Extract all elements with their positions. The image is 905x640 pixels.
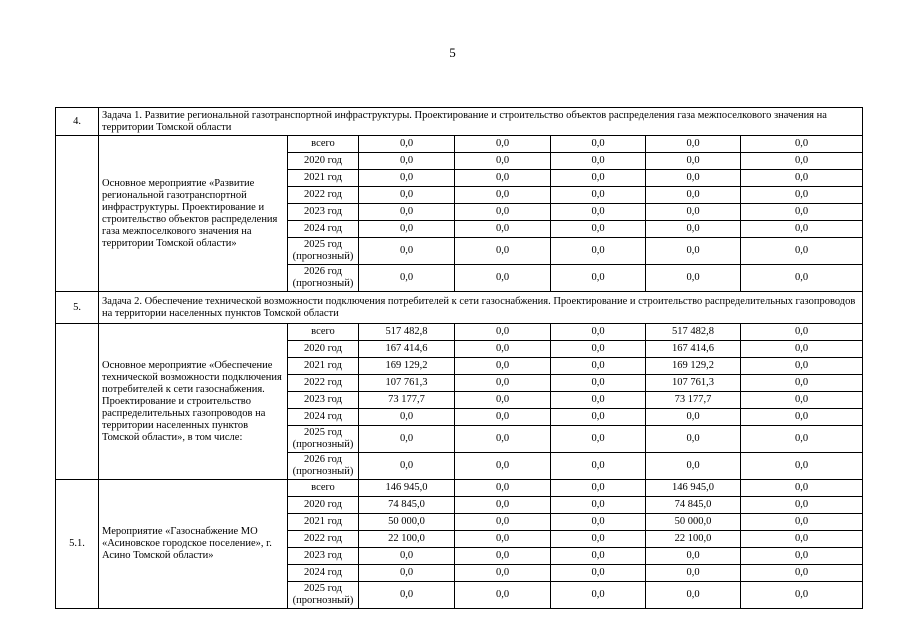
value-cell: 0,0 bbox=[551, 153, 646, 170]
value-cell: 0,0 bbox=[741, 358, 863, 375]
value-cell: 169 129,2 bbox=[646, 358, 741, 375]
value-cell: 0,0 bbox=[455, 265, 551, 292]
value-cell: 0,0 bbox=[455, 565, 551, 582]
period-label: 2021 год bbox=[288, 170, 359, 187]
value-cell: 0,0 bbox=[455, 548, 551, 565]
value-cell: 0,0 bbox=[551, 514, 646, 531]
value-cell: 74 845,0 bbox=[646, 497, 741, 514]
value-cell: 0,0 bbox=[741, 170, 863, 187]
activity-description: Мероприятие «Газоснабжение МО «Асиновское городское поселение», г. Асино Томской области» bbox=[99, 480, 288, 609]
value-cell: 167 414,6 bbox=[646, 341, 741, 358]
task-title: Задача 2. Обеспечение технической возможности подключения потребителей к сети газоснабжения. Проектирование и строительство распределительных газопроводов на территории населенных пунктов Томской области bbox=[99, 292, 863, 324]
period-label: 2022 год bbox=[288, 375, 359, 392]
period-label: всего bbox=[288, 480, 359, 497]
value-cell: 146 945,0 bbox=[359, 480, 455, 497]
value-cell: 0,0 bbox=[359, 238, 455, 265]
value-cell: 0,0 bbox=[551, 221, 646, 238]
task-row bbox=[56, 292, 863, 324]
value-cell: 0,0 bbox=[359, 453, 455, 480]
value-cell: 0,0 bbox=[455, 221, 551, 238]
value-cell: 0,0 bbox=[551, 453, 646, 480]
value-cell: 0,0 bbox=[741, 582, 863, 609]
value-cell: 0,0 bbox=[646, 582, 741, 609]
value-cell: 0,0 bbox=[646, 265, 741, 292]
value-cell: 0,0 bbox=[455, 204, 551, 221]
value-cell: 0,0 bbox=[359, 187, 455, 204]
value-cell: 0,0 bbox=[646, 221, 741, 238]
value-cell: 107 761,3 bbox=[359, 375, 455, 392]
value-cell: 0,0 bbox=[455, 426, 551, 453]
period-label: 2023 год bbox=[288, 204, 359, 221]
period-label: 2026 год (прогнозный) bbox=[288, 265, 359, 292]
value-cell: 0,0 bbox=[455, 409, 551, 426]
value-cell: 0,0 bbox=[455, 497, 551, 514]
value-cell: 0,0 bbox=[551, 392, 646, 409]
value-cell: 0,0 bbox=[741, 548, 863, 565]
value-cell: 517 482,8 bbox=[646, 324, 741, 341]
period-label: 2022 год bbox=[288, 531, 359, 548]
value-cell: 167 414,6 bbox=[359, 341, 455, 358]
value-cell: 0,0 bbox=[455, 514, 551, 531]
value-cell: 0,0 bbox=[359, 426, 455, 453]
item-number: 5.1. bbox=[56, 480, 99, 609]
value-cell: 0,0 bbox=[359, 136, 455, 153]
period-label: всего bbox=[288, 136, 359, 153]
value-cell: 0,0 bbox=[551, 531, 646, 548]
value-cell: 0,0 bbox=[646, 204, 741, 221]
period-label: 2021 год bbox=[288, 358, 359, 375]
value-cell: 0,0 bbox=[741, 565, 863, 582]
table-body bbox=[56, 108, 863, 609]
value-cell: 0,0 bbox=[359, 582, 455, 609]
section-number: 5. bbox=[56, 292, 99, 324]
value-cell: 0,0 bbox=[551, 324, 646, 341]
value-cell: 0,0 bbox=[551, 409, 646, 426]
value-cell: 0,0 bbox=[359, 548, 455, 565]
value-cell: 0,0 bbox=[551, 204, 646, 221]
value-cell: 107 761,3 bbox=[646, 375, 741, 392]
value-cell: 0,0 bbox=[646, 426, 741, 453]
value-cell: 0,0 bbox=[551, 358, 646, 375]
value-cell: 0,0 bbox=[741, 136, 863, 153]
section-number: 4. bbox=[56, 108, 99, 136]
value-cell: 0,0 bbox=[741, 497, 863, 514]
value-cell: 0,0 bbox=[455, 238, 551, 265]
value-cell: 0,0 bbox=[455, 392, 551, 409]
value-cell: 0,0 bbox=[551, 375, 646, 392]
value-cell: 146 945,0 bbox=[646, 480, 741, 497]
value-cell: 0,0 bbox=[455, 375, 551, 392]
value-cell: 0,0 bbox=[646, 453, 741, 480]
value-cell: 169 129,2 bbox=[359, 358, 455, 375]
value-cell: 0,0 bbox=[551, 170, 646, 187]
value-cell: 0,0 bbox=[455, 358, 551, 375]
period-label: всего bbox=[288, 324, 359, 341]
value-cell: 0,0 bbox=[455, 153, 551, 170]
value-cell: 0,0 bbox=[551, 341, 646, 358]
value-cell: 0,0 bbox=[741, 514, 863, 531]
period-label: 2020 год bbox=[288, 341, 359, 358]
period-label: 2021 год bbox=[288, 514, 359, 531]
value-cell: 0,0 bbox=[741, 375, 863, 392]
value-cell: 0,0 bbox=[359, 170, 455, 187]
value-cell: 0,0 bbox=[551, 582, 646, 609]
value-cell: 0,0 bbox=[551, 426, 646, 453]
activity-description: Основное мероприятие «Развитие региональной газотранспортной инфраструктуры. Проектирование и строительство объектов распределения газа межпоселкового значения на территории Томской области» bbox=[99, 136, 288, 292]
value-cell: 0,0 bbox=[741, 187, 863, 204]
value-cell: 0,0 bbox=[646, 170, 741, 187]
table-row bbox=[56, 480, 863, 497]
item-number bbox=[56, 324, 99, 480]
value-cell: 0,0 bbox=[741, 265, 863, 292]
value-cell: 0,0 bbox=[551, 565, 646, 582]
value-cell: 0,0 bbox=[741, 153, 863, 170]
value-cell: 0,0 bbox=[359, 565, 455, 582]
value-cell: 0,0 bbox=[455, 170, 551, 187]
value-cell: 0,0 bbox=[359, 153, 455, 170]
value-cell: 0,0 bbox=[646, 548, 741, 565]
value-cell: 0,0 bbox=[741, 426, 863, 453]
value-cell: 50 000,0 bbox=[359, 514, 455, 531]
value-cell: 74 845,0 bbox=[359, 497, 455, 514]
period-label: 2026 год (прогнозный) bbox=[288, 453, 359, 480]
value-cell: 0,0 bbox=[359, 409, 455, 426]
period-label: 2024 год bbox=[288, 221, 359, 238]
value-cell: 0,0 bbox=[455, 582, 551, 609]
value-cell: 0,0 bbox=[455, 187, 551, 204]
value-cell: 0,0 bbox=[741, 324, 863, 341]
value-cell: 0,0 bbox=[455, 136, 551, 153]
period-label: 2020 год bbox=[288, 497, 359, 514]
value-cell: 50 000,0 bbox=[646, 514, 741, 531]
value-cell: 0,0 bbox=[741, 341, 863, 358]
value-cell: 0,0 bbox=[646, 136, 741, 153]
value-cell: 0,0 bbox=[741, 238, 863, 265]
value-cell: 0,0 bbox=[741, 453, 863, 480]
value-cell: 0,0 bbox=[741, 392, 863, 409]
page-number: 5 bbox=[449, 45, 456, 60]
value-cell: 0,0 bbox=[741, 480, 863, 497]
period-label: 2024 год bbox=[288, 565, 359, 582]
value-cell: 73 177,7 bbox=[646, 392, 741, 409]
period-label: 2025 год (прогнозный) bbox=[288, 582, 359, 609]
value-cell: 0,0 bbox=[455, 480, 551, 497]
value-cell: 0,0 bbox=[551, 265, 646, 292]
activity-description: Основное мероприятие «Обеспечение технической возможности подключения потребителей к сети газоснабжения. Проектирование и строительство распределительных газопроводов на территории населенных пунктов Томской области», в том числе: bbox=[99, 324, 288, 480]
value-cell: 0,0 bbox=[741, 221, 863, 238]
value-cell: 0,0 bbox=[455, 531, 551, 548]
value-cell: 0,0 bbox=[741, 531, 863, 548]
value-cell: 0,0 bbox=[741, 409, 863, 426]
value-cell: 0,0 bbox=[741, 204, 863, 221]
period-label: 2023 год bbox=[288, 548, 359, 565]
table-row bbox=[56, 136, 863, 153]
value-cell: 0,0 bbox=[646, 153, 741, 170]
value-cell: 0,0 bbox=[551, 497, 646, 514]
value-cell: 0,0 bbox=[551, 480, 646, 497]
value-cell: 0,0 bbox=[646, 238, 741, 265]
value-cell: 0,0 bbox=[455, 453, 551, 480]
period-label: 2022 год bbox=[288, 187, 359, 204]
value-cell: 0,0 bbox=[646, 565, 741, 582]
task-title: Задача 1. Развитие региональной газотранспортной инфраструктуры. Проектирование и строительство объектов распределения газа межпоселкового значения на территории Томской области bbox=[99, 108, 863, 136]
period-label: 2024 год bbox=[288, 409, 359, 426]
period-label: 2025 год (прогнозный) bbox=[288, 238, 359, 265]
value-cell: 0,0 bbox=[359, 265, 455, 292]
value-cell: 0,0 bbox=[551, 238, 646, 265]
value-cell: 0,0 bbox=[551, 548, 646, 565]
value-cell: 73 177,7 bbox=[359, 392, 455, 409]
value-cell: 0,0 bbox=[551, 187, 646, 204]
item-number bbox=[56, 136, 99, 292]
value-cell: 517 482,8 bbox=[359, 324, 455, 341]
value-cell: 0,0 bbox=[551, 136, 646, 153]
task-row bbox=[56, 108, 863, 136]
value-cell: 0,0 bbox=[455, 341, 551, 358]
value-cell: 0,0 bbox=[646, 409, 741, 426]
budget-table bbox=[55, 107, 863, 609]
period-label: 2025 год (прогнозный) bbox=[288, 426, 359, 453]
period-label: 2020 год bbox=[288, 153, 359, 170]
value-cell: 0,0 bbox=[455, 324, 551, 341]
value-cell: 0,0 bbox=[646, 187, 741, 204]
period-label: 2023 год bbox=[288, 392, 359, 409]
value-cell: 22 100,0 bbox=[359, 531, 455, 548]
value-cell: 0,0 bbox=[359, 221, 455, 238]
value-cell: 0,0 bbox=[359, 204, 455, 221]
table-row bbox=[56, 324, 863, 341]
value-cell: 22 100,0 bbox=[646, 531, 741, 548]
